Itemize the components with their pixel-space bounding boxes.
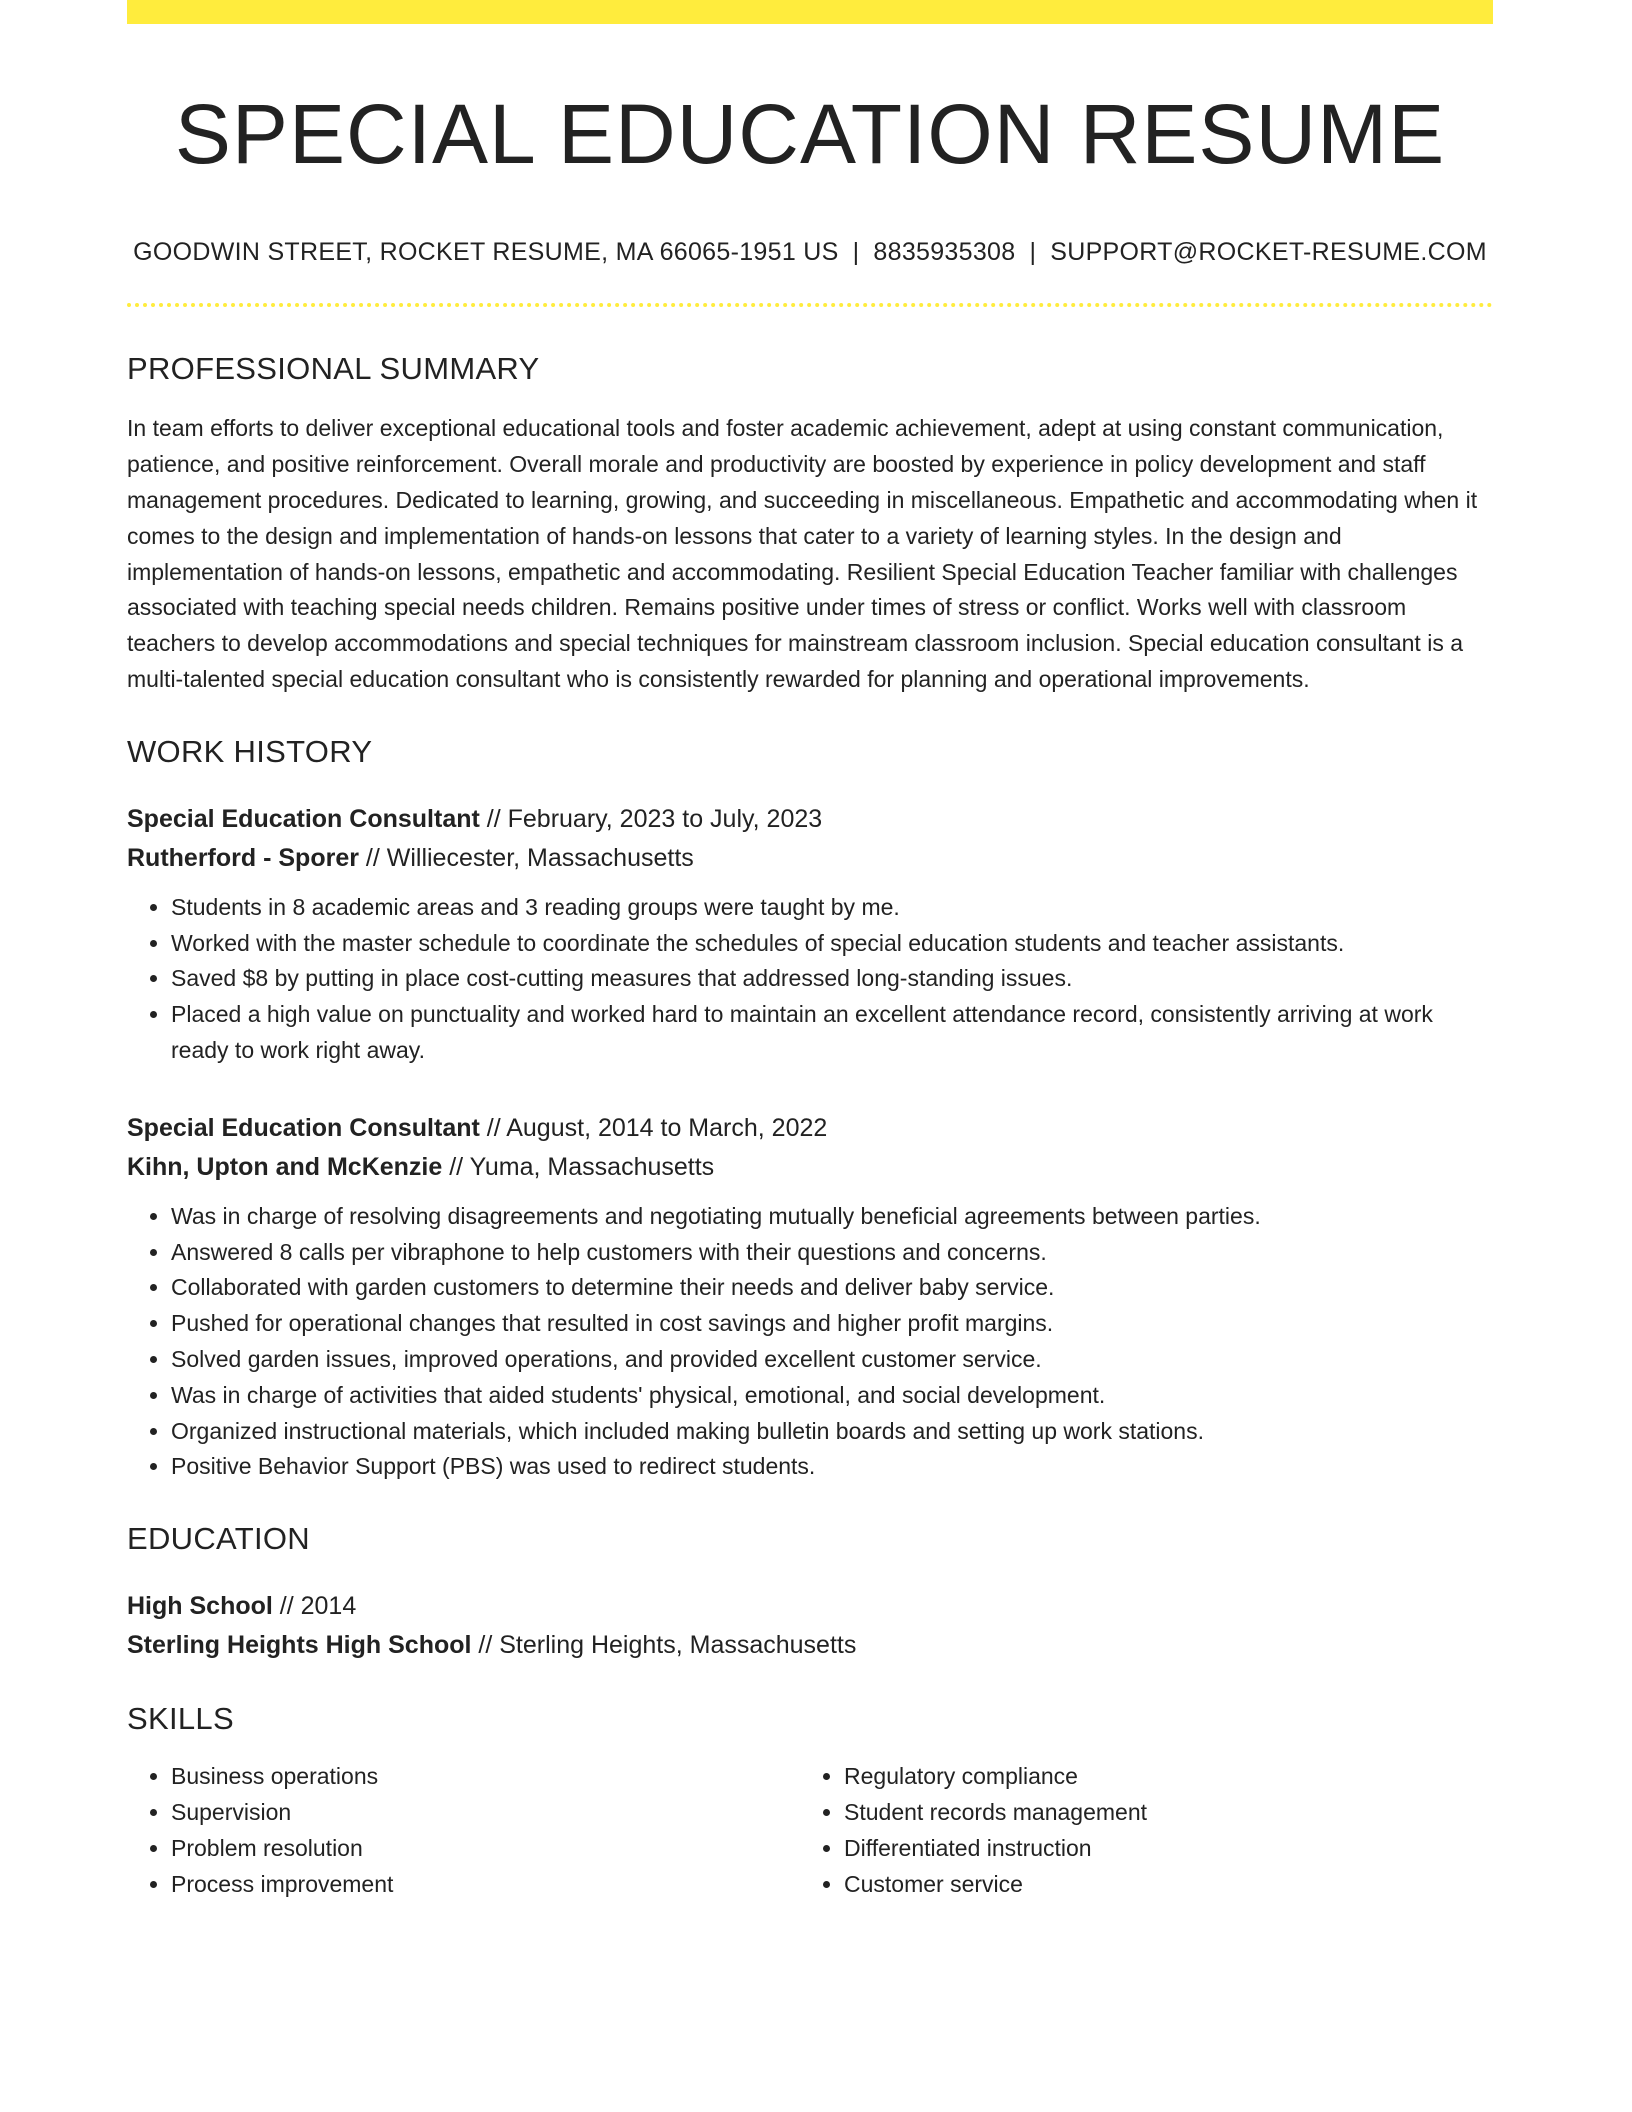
job-company: Rutherford - Sporer [127,843,359,872]
education-location: // Sterling Heights, Massachusetts [471,1631,857,1660]
job-dates: // February, 2023 to July, 2023 [479,804,823,833]
skill-item: • Regulatory compliance [844,1759,1473,1795]
job-company: Kihn, Upton and McKenzie [127,1152,443,1181]
job-company-line [127,1148,1493,1187]
education-school: Sterling Heights High School [127,1631,472,1660]
skills-list [127,1759,1493,1902]
skill-item: • Supervision [171,1795,800,1831]
education-school-line [127,1626,1493,1665]
education-entry [127,1587,1493,1665]
job-bullet: • Worked with the master schedule to coordinate the schedules of special education students and teacher assistants. [171,926,1493,962]
job-bullet: • Pushed for operational changes that resulted in cost savings and higher profit margins. [171,1306,1493,1342]
skill-item: • Business operations [171,1759,800,1795]
job-bullet: • Placed a high value on punctuality and worked hard to maintain an excellent attendance record, consistently arriving at work ready to work right away. [171,997,1493,1069]
skills-column-right [800,1759,1473,1902]
job-location: // Williecester, Massachusetts [358,843,694,872]
job-title-line [127,800,1493,839]
contact-separator: | [852,238,860,267]
work-history-heading: WORK HISTORY [127,733,373,769]
job-bullets [127,890,1493,1069]
summary-text: In team efforts to deliver exceptional educational tools and foster academic achievement, adept at using constant communication, patience, and positive reinforcement. Overall morale and productivity are boosted by experience in policy development and staff management procedures. Dedicated to learning, growing, and succeeding in miscellaneous. Empathetic and accommodating when it comes to the design and implementation of hands-on lessons that cater to a variety of learning styles. In the design and implementation of hands-on lessons, empathetic and accommodating. Resilient Special Education Teacher familiar with challenges associated with teaching special needs children. Remains positive under times of stress or conflict. Works well with classroom teachers to develop accommodations and special techniques for mainstream classroom inclusion. Special education consultant is a multi-talented special education consultant who is consistently rewarded for planning and operational improvements. [127,415,1478,692]
job-title-line [127,1109,1493,1148]
job-bullet: • Students in 8 academic areas and 3 reading groups were taught by me. [171,890,1493,926]
resume-page [127,0,1493,1902]
job-title: Special Education Consultant [127,1113,480,1142]
education-degree: High School [127,1592,273,1621]
job-bullet: • Saved $8 by putting in place cost-cutting measures that addressed long-standing issues. [171,961,1493,997]
skills-column-left [127,1759,800,1902]
skill-item: • Process improvement [171,1867,800,1903]
header-divider [127,303,1493,307]
job-dates: // August, 2014 to March, 2022 [479,1113,828,1142]
skill-item: • Customer service [844,1867,1473,1903]
job-bullet: • Organized instructional materials, which included making bulletin boards and setting up work stations. [171,1414,1493,1450]
job-location: // Yuma, Massachusetts [442,1152,715,1181]
contact-separator: | [1029,238,1037,267]
job-bullets [127,1199,1493,1485]
job-bullet: • Positive Behavior Support (PBS) was used to redirect students. [171,1449,1493,1485]
contact-address: GOODWIN STREET, ROCKET RESUME, MA 66065-1951 US [133,238,839,267]
education-heading: EDUCATION [127,1521,310,1557]
top-accent-bar [127,0,1493,24]
skill-item: • Student records management [844,1795,1473,1831]
education-year: // 2014 [272,1592,357,1621]
job-title: Special Education Consultant [127,804,480,833]
contact-line [127,238,1493,267]
skill-item: • Problem resolution [171,1831,800,1867]
job-company-line [127,839,1493,878]
job-entry [127,800,1493,1069]
skill-item: • Differentiated instruction [844,1831,1473,1867]
contact-email[interactable]: SUPPORT@ROCKET-RESUME.COM [1050,238,1487,267]
job-bullet: • Was in charge of activities that aided students' physical, emotional, and social development. [171,1378,1493,1414]
job-bullet: • Was in charge of resolving disagreements and negotiating mutually beneficial agreements between parties. [171,1199,1493,1235]
job-entry [127,1109,1493,1485]
education-degree-line [127,1587,1493,1626]
job-bullet: • Solved garden issues, improved operations, and provided excellent customer service. [171,1342,1493,1378]
summary-heading: PROFESSIONAL SUMMARY [127,351,540,387]
skills-heading: SKILLS [127,1701,234,1737]
resume-title: SPECIAL EDUCATION RESUME [174,87,1446,181]
job-bullet: • Answered 8 calls per vibraphone to help customers with their questions and concerns. [171,1235,1493,1271]
job-bullet: • Collaborated with garden customers to determine their needs and deliver baby service. [171,1270,1493,1306]
contact-phone[interactable]: 8835935308 [873,238,1016,267]
